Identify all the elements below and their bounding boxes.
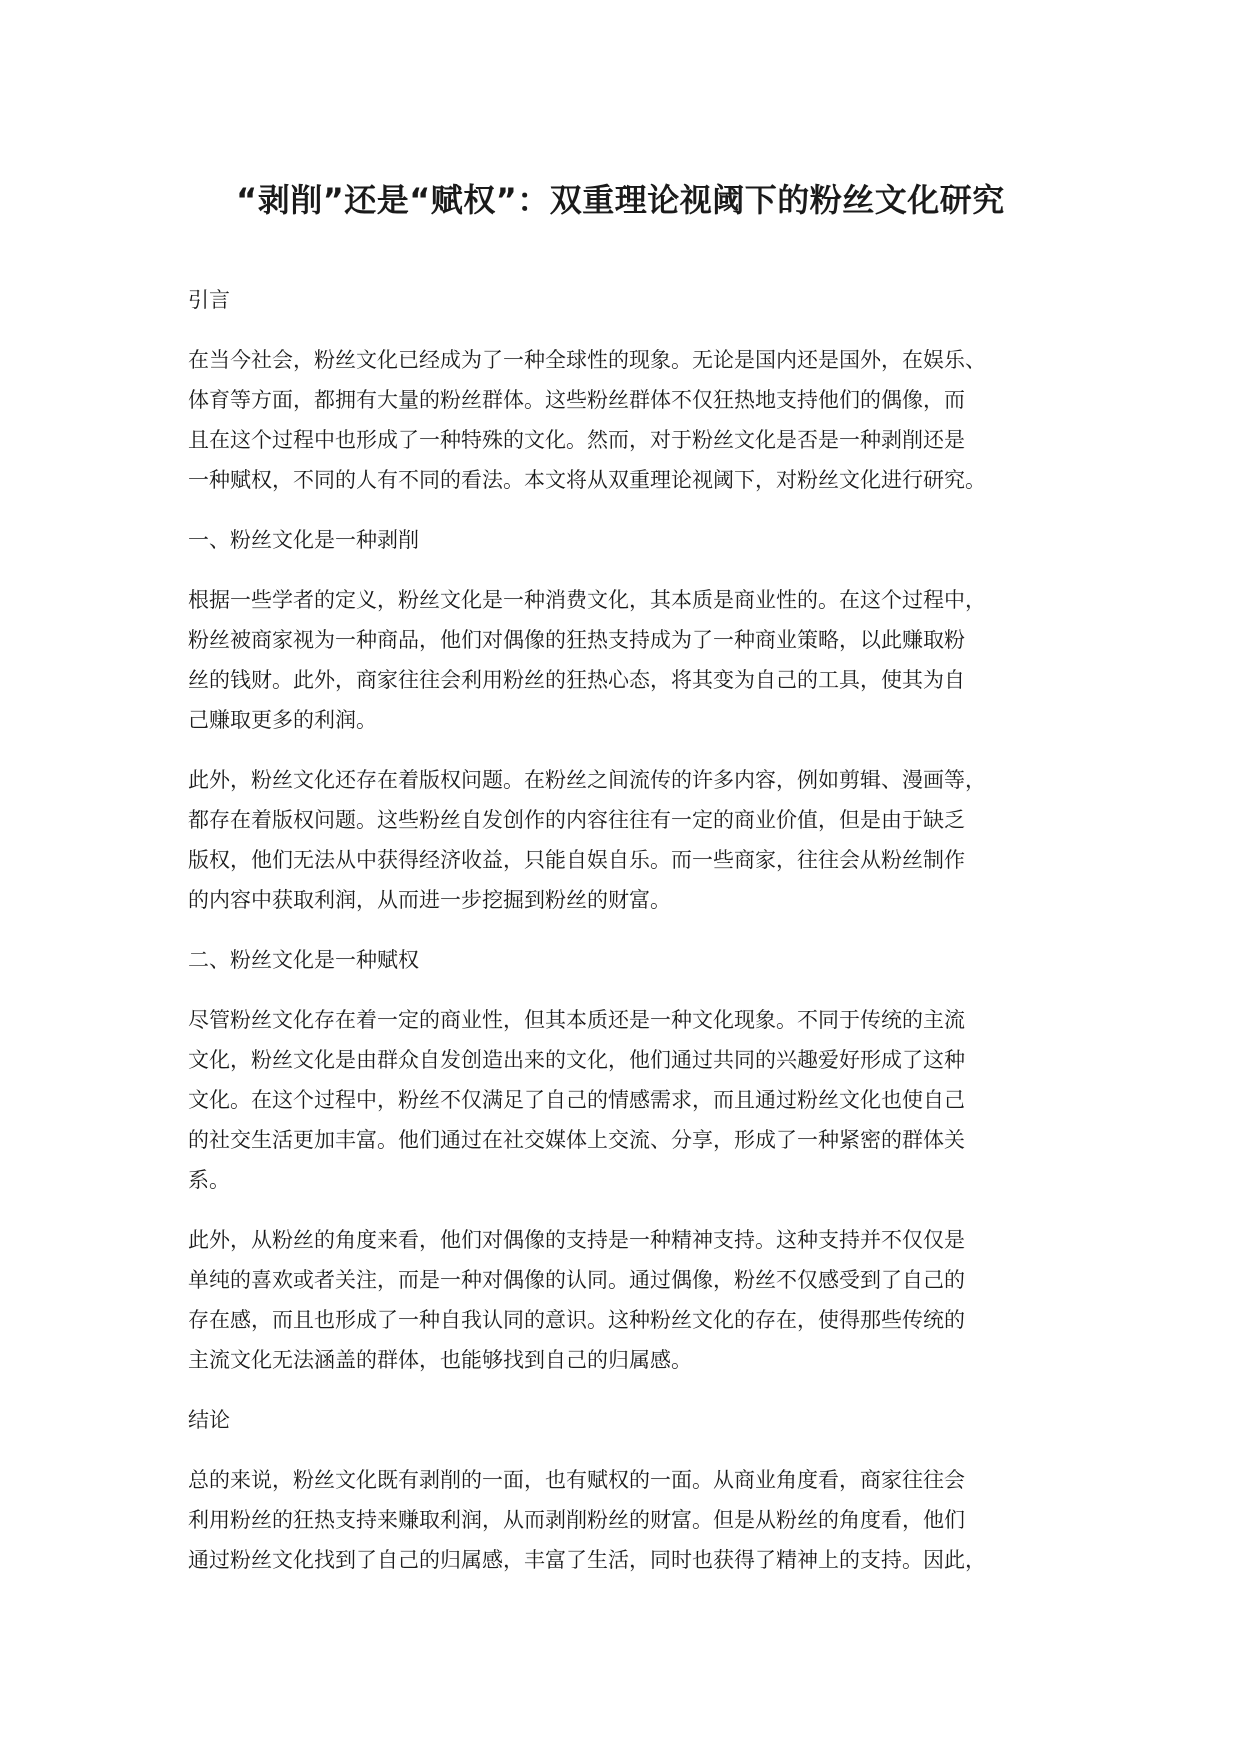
text-line: 粉丝被商家视为一种商品，他们对偶像的狂热支持成为了一种商业策略，以此赚取粉 [188,628,965,652]
paragraph-exploitation-2 [188,760,1068,920]
text-line: 在当今社会，粉丝文化已经成为了一种全球性的现象。无论是国内还是国外，在娱乐、 [188,348,986,372]
paragraph-introduction [188,340,1068,500]
text-line: 尽管粉丝文化存在着一定的商业性，但其本质还是一种文化现象。不同于传统的主流 [188,1008,965,1032]
text-line: 存在感，而且也形成了一种自我认同的意识。这种粉丝文化的存在，使得那些传统的 [188,1308,965,1332]
section-heading-introduction: 引言 [188,288,230,312]
paragraph-conclusion [188,1460,1068,1580]
text-line: 此外，粉丝文化还存在着版权问题。在粉丝之间流传的许多内容，例如剪辑、漫画等， [188,768,986,792]
text-line: 体育等方面，都拥有大量的粉丝群体。这些粉丝群体不仅狂热地支持他们的偶像，而 [188,388,965,412]
paragraph-empowerment-2 [188,1220,1068,1380]
paragraph-empowerment-1 [188,1000,1068,1200]
section-heading-conclusion: 结论 [188,1408,230,1432]
text-line: 都存在着版权问题。这些粉丝自发创作的内容往往有一定的商业价值，但是由于缺乏 [188,808,965,832]
text-line: 的内容中获取利润，从而进一步挖掘到粉丝的财富。 [188,888,671,912]
text-line: 己赚取更多的利润。 [188,708,377,732]
text-line: 利用粉丝的狂热支持来赚取利润，从而剥削粉丝的财富。但是从粉丝的角度看，他们 [188,1508,965,1532]
text-line: 文化。在这个过程中，粉丝不仅满足了自己的情感需求，而且通过粉丝文化也使自己 [188,1088,965,1112]
text-line: 单纯的喜欢或者关注，而是一种对偶像的认同。通过偶像，粉丝不仅感受到了自己的 [188,1268,965,1292]
text-line: 根据一些学者的定义，粉丝文化是一种消费文化，其本质是商业性的。在这个过程中， [188,588,986,612]
paragraph-exploitation-1 [188,580,1068,740]
text-line: 且在这个过程中也形成了一种特殊的文化。然而，对于粉丝文化是否是一种剥削还是 [188,428,965,452]
text-line: 此外，从粉丝的角度来看，他们对偶像的支持是一种精神支持。这种支持并不仅仅是 [188,1228,965,1252]
document-title: “剥削”还是“赋权”：双重理论视阈下的粉丝文化研究 [236,181,1005,219]
text-line: 系。 [188,1168,230,1192]
section-heading-exploitation: 一、粉丝文化是一种剥削 [188,528,419,552]
text-line: 一种赋权，不同的人有不同的看法。本文将从双重理论视阈下，对粉丝文化进行研究。 [188,468,986,492]
document-body [188,280,1068,1600]
text-line: 文化，粉丝文化是由群众自发创造出来的文化，他们通过共同的兴趣爱好形成了这种 [188,1048,965,1072]
section-heading-empowerment: 二、粉丝文化是一种赋权 [188,948,419,972]
text-line: 版权，他们无法从中获得经济收益，只能自娱自乐。而一些商家，往往会从粉丝制作 [188,848,965,872]
text-line: 总的来说，粉丝文化既有剥削的一面，也有赋权的一面。从商业角度看，商家往往会 [188,1468,965,1492]
text-line: 丝的钱财。此外，商家往往会利用粉丝的狂热心态，将其变为自己的工具，使其为自 [188,668,965,692]
text-line: 通过粉丝文化找到了自己的归属感，丰富了生活，同时也获得了精神上的支持。因此， [188,1548,986,1572]
text-line: 的社交生活更加丰富。他们通过在社交媒体上交流、分享，形成了一种紧密的群体关 [188,1128,965,1152]
text-line: 主流文化无法涵盖的群体，也能够找到自己的归属感。 [188,1348,692,1372]
